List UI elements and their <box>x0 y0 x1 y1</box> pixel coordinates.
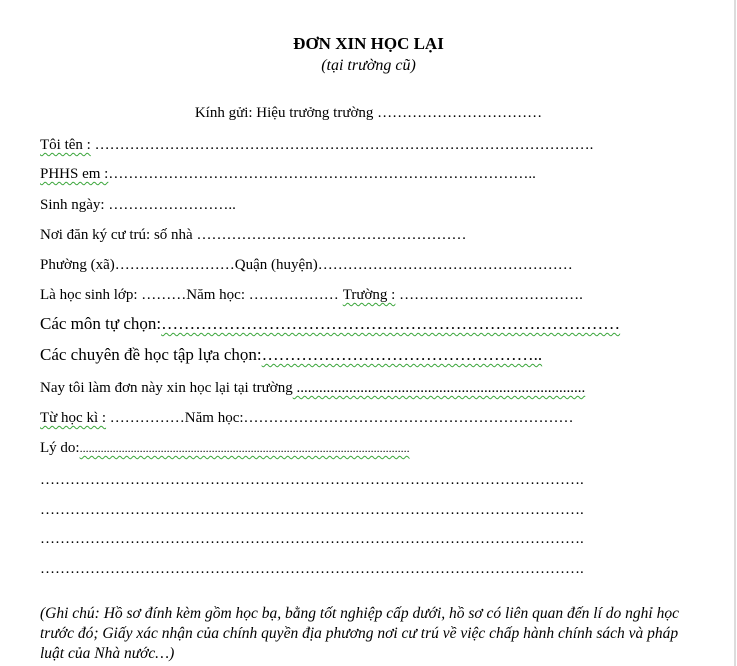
topics-line <box>40 345 542 365</box>
reason-label: Lý do: <box>40 440 80 456</box>
reason-line <box>40 438 410 458</box>
name-dots: ………………………………………………………………………………………. <box>90 137 594 153</box>
request-label: Nay tôi làm đơn này xin học lại tại trường <box>40 380 293 396</box>
topics-label: Các chuyên đề học tập lựa chọn: <box>40 345 262 364</box>
parent-dots: ………………………………………………………………………….. <box>108 166 536 182</box>
electives-label: Các môn tự chọn: <box>40 314 162 333</box>
request-dots: ............................................................................. <box>292 380 586 396</box>
topics-dots: ………………………………………….. <box>261 345 543 364</box>
salutation: Kính gửi: Hiệu trưởng trường …………………………… <box>194 105 543 121</box>
school-label: Trường : <box>342 287 396 303</box>
class-line <box>40 285 583 305</box>
page-edge <box>734 0 736 666</box>
class-part: Là học sinh lớp: ………Năm học: ……………… <box>40 287 339 303</box>
ward-line: Phường (xã)……………………Quận (huyện)…………………………………………… <box>40 257 573 273</box>
semester-line <box>40 408 574 428</box>
electives-dots: ……………………………………………………………………… <box>161 314 621 333</box>
name-label: Tôi tên : <box>40 137 91 153</box>
parent-line <box>40 164 536 184</box>
reason-blank-line: ………………………………………………………………………………………………. <box>40 531 584 547</box>
reason-blank-line: ………………………………………………………………………………………………. <box>40 561 584 577</box>
footnote: (Ghi chú: Hồ sơ đính kèm gồm học bạ, bằng tốt nghiệp cấp dưới, hồ sơ có liên quan đến lí do nghỉ học trước đó; Giấy xác nhận của chính quyền địa phương nơi cư trú về việc chấp hành chính sách và pháp luật của Nhà nước…) <box>40 605 679 662</box>
request-line <box>40 378 585 398</box>
school-dots: ………………………………. <box>395 287 583 303</box>
reason-dots: .............................................................................................................. <box>79 441 410 455</box>
electives-line <box>40 314 620 334</box>
reason-blank-line: ………………………………………………………………………………………………. <box>40 472 584 488</box>
dob-line: Sinh ngày: …………………….. <box>40 197 236 213</box>
reason-blank-line: ………………………………………………………………………………………………. <box>40 502 584 518</box>
residence-line: Nơi đăn ký cư trú: số nhà ……………………………………………… <box>40 227 467 243</box>
document-title: ĐƠN XIN HỌC LẠI <box>293 34 444 53</box>
parent-label: PHHS em : <box>40 166 109 182</box>
semester-label: Từ học kì : <box>40 410 107 426</box>
semester-dots: ……………Năm học:………………………………………………………… <box>106 410 574 426</box>
document-subtitle: (tại trường cũ) <box>321 57 416 74</box>
name-line <box>40 135 593 155</box>
